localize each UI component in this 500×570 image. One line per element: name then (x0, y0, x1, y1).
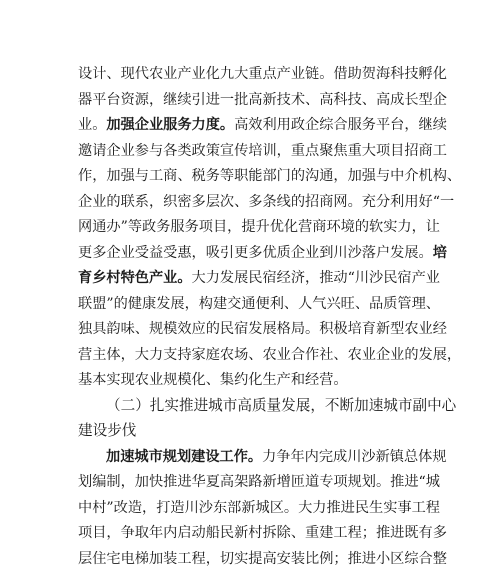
body-text-line: 作，加强与工商、税务等职能部门的沟通，加强与中介机构、 (78, 168, 462, 184)
text-run: 大力发展民宿经济，推动“川沙民宿产业 (191, 270, 440, 286)
body-text-line (106, 446, 447, 468)
body-text-line (78, 267, 440, 289)
body-text-line: 基本实现农业规模化、集约化生产和经营。 (78, 372, 348, 388)
body-text-line: 中村”改造，打造川沙东部新城区。大力推进民生实事工程 (78, 500, 440, 516)
bold-lead-phrase: 育乡村特色产业。 (78, 270, 192, 286)
text-run: 力争年内完成川沙新镇总体规 (262, 449, 447, 465)
bold-lead-phrase: 加强企业服务力度。 (106, 117, 235, 133)
body-text-line (78, 114, 447, 136)
body-text-line: 企业的联系，织密多层次、多条线的招商网。充分利用好“一 (78, 194, 455, 210)
text-run: 高效利用政企综合服务平台，继续 (234, 117, 447, 133)
body-text-line: 联盟”的健康发展，构建交通便利、人气兴旺、品质管理、 (78, 296, 440, 312)
section-heading: （二）扎实推进城市高质量发展，不断加速城市副中心 (106, 397, 457, 414)
bold-lead-phrase: 培 (432, 245, 447, 261)
body-text-line: 独具韵味、规模效应的民宿发展格局。积极培育新型农业经 (78, 321, 447, 337)
body-text-line (78, 242, 447, 264)
body-text-line: 项目，争取年内启动船民新村拆除、重建工程；推进既有多 (78, 525, 447, 541)
text-run: 业。 (78, 117, 107, 133)
body-text-line: 营主体，大力支持家庭农场、农业合作社、农业企业的发展， (78, 347, 462, 363)
bold-lead-phrase: 加速城市规划建设工作。 (106, 449, 263, 465)
body-text-line: 层住宅电梯加装工程，切实提高安装比例；推进小区综合整 (78, 551, 447, 567)
text-run: 更多企业受益受惠，吸引更多优质企业到川沙落户发展。 (78, 245, 433, 261)
body-text-line: 邀请企业参与各类政策宣传培训，重点聚焦重大项目招商工 (78, 143, 447, 159)
body-text-line: 设计、现代农业产业化九大重点产业链。借助贺海科技孵化 (78, 66, 447, 82)
body-text-line: 划编制，加快推进华夏高架路新增匝道专项规划。推进“城 (78, 474, 440, 490)
body-text-line: 器平台资源，继续引进一批高新技术、高科技、高成长型企 (78, 92, 447, 108)
body-text-line: 网通办”等政务服务项目，提升优化营商环境的软实力，让 (78, 219, 440, 235)
section-heading-continued: 建设步伐 (78, 422, 137, 439)
